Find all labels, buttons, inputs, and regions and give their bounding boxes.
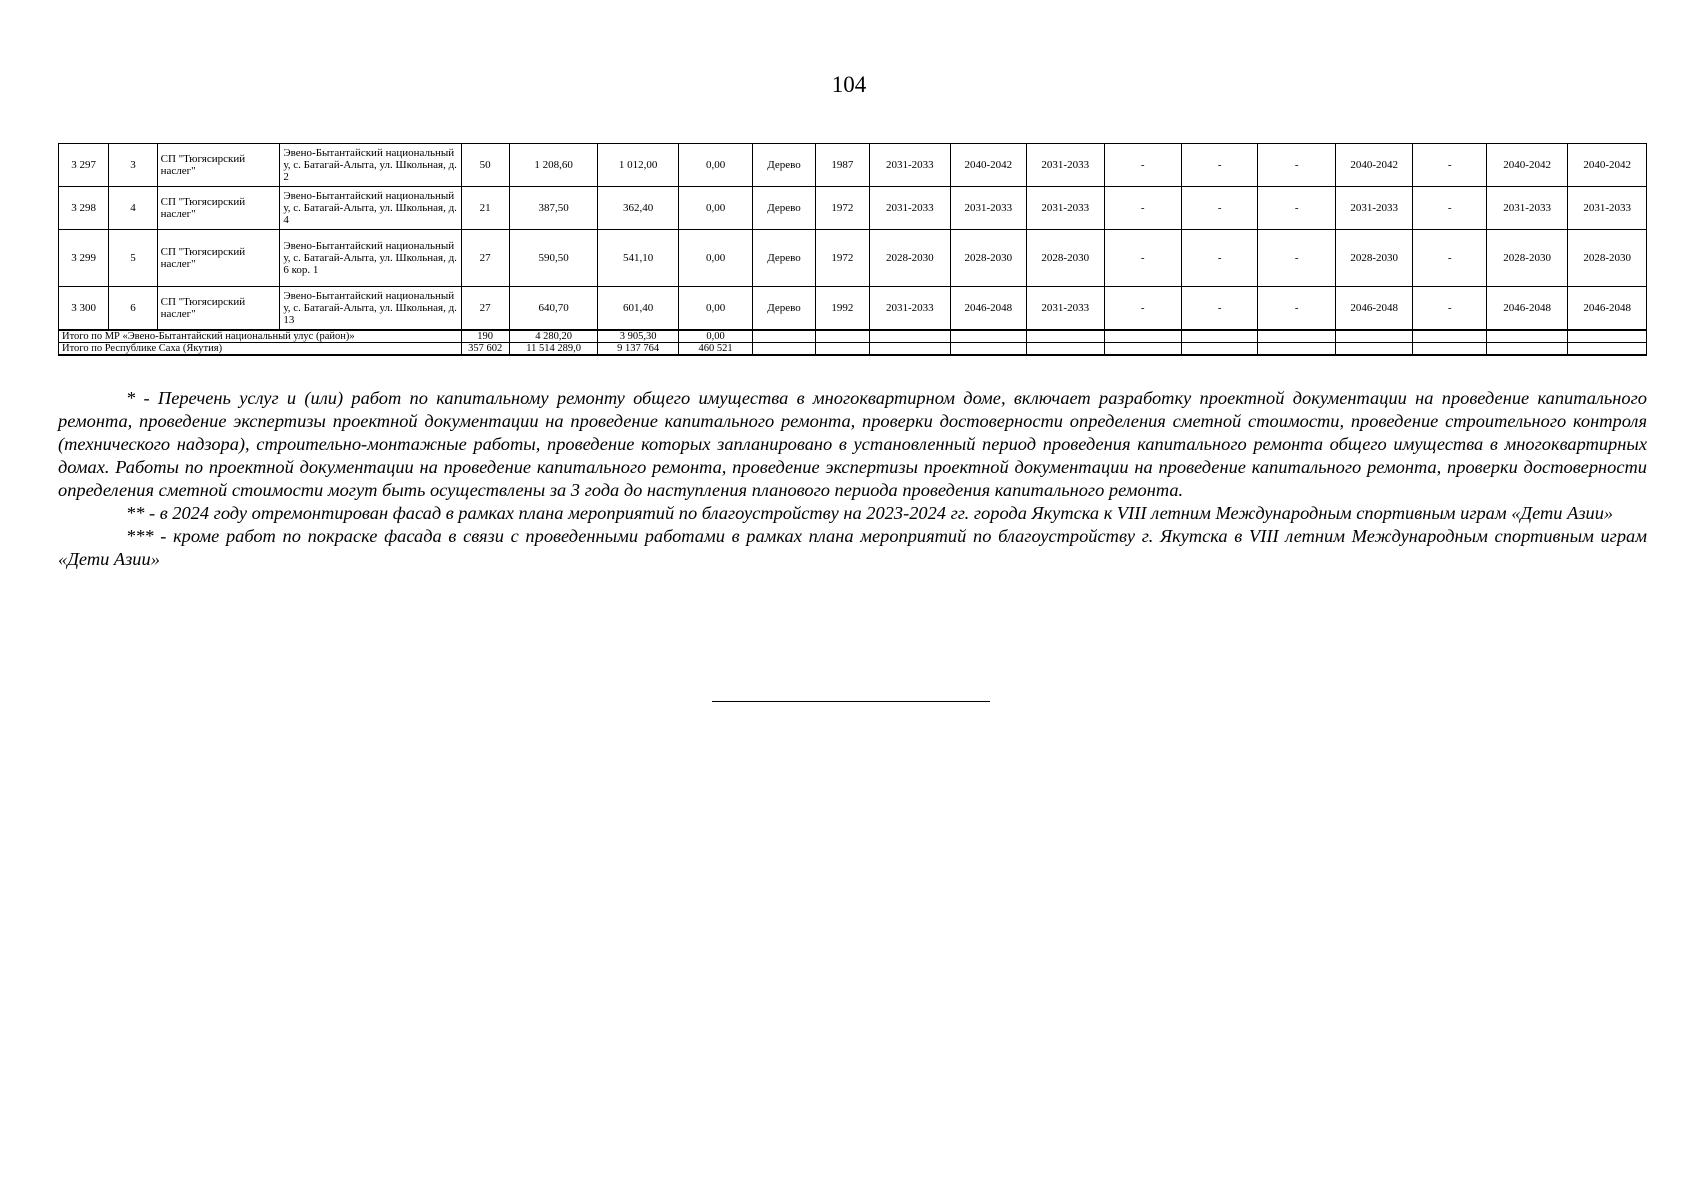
cell-area-living: 541,10 (598, 230, 679, 287)
cell-id: 3 297 (59, 144, 109, 187)
cell-p9: 2040-2042 (1486, 144, 1568, 187)
cell-p3: 2031-2033 (1027, 144, 1104, 187)
empty-cell (870, 343, 951, 356)
cell-material: Дерево (753, 287, 815, 331)
cell-id: 3 300 (59, 287, 109, 331)
cell-p5: - (1181, 230, 1257, 287)
cell-area-total: 1 208,60 (509, 144, 598, 187)
cell-p6: - (1258, 287, 1335, 331)
cell-p8: - (1413, 144, 1486, 187)
table-row (59, 187, 1647, 230)
cell-area-living: 1 012,00 (598, 144, 679, 187)
total-residents: 190 (461, 330, 509, 343)
empty-cell (1486, 343, 1568, 356)
total-area-other: 0,00 (678, 330, 752, 343)
page-number: 104 (831, 72, 867, 97)
cell-p3: 2031-2033 (1027, 187, 1104, 230)
table-body (59, 144, 1647, 356)
empty-cell (870, 330, 951, 343)
footnotes (58, 387, 1647, 571)
cell-p1: 2031-2033 (870, 187, 951, 230)
cell-p5: - (1181, 144, 1257, 187)
empty-cell (815, 343, 869, 356)
cell-area-other: 0,00 (678, 230, 752, 287)
empty-cell (1568, 330, 1647, 343)
registry-table-wrapper (58, 143, 1647, 356)
cell-p6: - (1258, 230, 1335, 287)
cell-p8: - (1413, 230, 1486, 287)
total-label: Итого по МР «Эвено-Бытантайский национальный улус (район)» (59, 330, 462, 343)
cell-p10: 2040-2042 (1568, 144, 1647, 187)
cell-p9: 2028-2030 (1486, 230, 1568, 287)
cell-residents: 50 (461, 144, 509, 187)
cell-p3: 2031-2033 (1027, 287, 1104, 331)
cell-area-total: 590,50 (509, 230, 598, 287)
cell-p10: 2031-2033 (1568, 187, 1647, 230)
total-row (59, 343, 1647, 356)
cell-p7: 2031-2033 (1335, 187, 1412, 230)
cell-p1: 2031-2033 (870, 144, 951, 187)
empty-cell (1413, 330, 1486, 343)
cell-p4: - (1104, 187, 1181, 230)
empty-cell (815, 330, 869, 343)
cell-p2: 2028-2030 (950, 230, 1026, 287)
empty-cell (1413, 343, 1486, 356)
cell-p2: 2046-2048 (950, 287, 1026, 331)
empty-cell (1258, 343, 1335, 356)
cell-area-living: 601,40 (598, 287, 679, 331)
cell-material: Дерево (753, 230, 815, 287)
cell-residents: 27 (461, 230, 509, 287)
cell-p8: - (1413, 287, 1486, 331)
cell-p9: 2046-2048 (1486, 287, 1568, 331)
cell-area-total: 640,70 (509, 287, 598, 331)
cell-material: Дерево (753, 187, 815, 230)
cell-area-other: 0,00 (678, 287, 752, 331)
cell-p3: 2028-2030 (1027, 230, 1104, 287)
footnote-1: * - Перечень услуг и (или) работ по капитальному ремонту общего имущества в многоквартирном доме, включает разработку проектной документации на проведение капитального ремонта, проведение экспертизы проектной документации на проведение капитального ремонта, проверки достоверности определения сметной стоимости, проведение строительного контроля (технического надзора), строительно-монтажные работы, проведение которых запланировано в установленный период проведения капитального ремонта общего имущества в многоквартирных домах. Работы по проектной документации на проведение капитального ремонта, проведение экспертизы проектной документации на проведение капитального ремонта, проверки достоверности определения сметной стоимости могут быть осуществлены за 3 года до наступления планового периода проведения капитального ремонта. (58, 388, 1647, 500)
cell-settlement: СП "Тюгясирский наслег" (157, 287, 280, 331)
cell-p7: 2040-2042 (1335, 144, 1412, 187)
cell-id: 3 299 (59, 230, 109, 287)
cell-settlement: СП "Тюгясирский наслег" (157, 230, 280, 287)
cell-num: 3 (109, 144, 157, 187)
footnote-2: ** - в 2024 году отремонтирован фасад в рамках плана мероприятий по благоустройству на 2023-2024 гг. города Якутска к VIII летним Международным спортивным играм «Дети Азии» (126, 503, 1614, 523)
cell-year: 1992 (815, 287, 869, 331)
cell-id: 3 298 (59, 187, 109, 230)
cell-p7: 2046-2048 (1335, 287, 1412, 331)
cell-p1: 2031-2033 (870, 287, 951, 331)
empty-cell (950, 330, 1026, 343)
empty-cell (1104, 330, 1181, 343)
cell-address: Эвено-Бытантайский национальный у, с. Батагай-Алыта, ул. Школьная, д. 13 (280, 287, 461, 331)
total-residents: 357 602 (461, 343, 509, 356)
cell-num: 5 (109, 230, 157, 287)
cell-year: 1987 (815, 144, 869, 187)
cell-address: Эвено-Бытантайский национальный у, с. Батагай-Алыта, ул. Школьная, д. 6 кор. 1 (280, 230, 461, 287)
empty-cell (1181, 330, 1257, 343)
table-row (59, 230, 1647, 287)
total-area-living: 3 905,30 (598, 330, 679, 343)
total-area-living: 9 137 764 (598, 343, 679, 356)
total-area-total: 11 514 289,0 (509, 343, 598, 356)
cell-num: 6 (109, 287, 157, 331)
cell-p10: 2046-2048 (1568, 287, 1647, 331)
empty-cell (753, 343, 815, 356)
cell-p5: - (1181, 187, 1257, 230)
total-row (59, 330, 1647, 343)
separator-line (712, 701, 990, 702)
total-area-total: 4 280,20 (509, 330, 598, 343)
empty-cell (1335, 330, 1412, 343)
empty-cell (950, 343, 1026, 356)
cell-p1: 2028-2030 (870, 230, 951, 287)
cell-p4: - (1104, 230, 1181, 287)
cell-p6: - (1258, 187, 1335, 230)
cell-residents: 27 (461, 287, 509, 331)
cell-address: Эвено-Бытантайский национальный у, с. Батагай-Алыта, ул. Школьная, д. 4 (280, 187, 461, 230)
empty-cell (1568, 343, 1647, 356)
registry-table (58, 143, 1647, 356)
cell-p4: - (1104, 287, 1181, 331)
cell-settlement: СП "Тюгясирский наслег" (157, 144, 280, 187)
empty-cell (1335, 343, 1412, 356)
cell-settlement: СП "Тюгясирский наслег" (157, 187, 280, 230)
cell-area-living: 362,40 (598, 187, 679, 230)
cell-p7: 2028-2030 (1335, 230, 1412, 287)
cell-residents: 21 (461, 187, 509, 230)
cell-area-other: 0,00 (678, 187, 752, 230)
cell-p2: 2031-2033 (950, 187, 1026, 230)
table-row (59, 144, 1647, 187)
cell-p4: - (1104, 144, 1181, 187)
empty-cell (1104, 343, 1181, 356)
empty-cell (753, 330, 815, 343)
cell-year: 1972 (815, 187, 869, 230)
cell-p2: 2040-2042 (950, 144, 1026, 187)
cell-area-total: 387,50 (509, 187, 598, 230)
empty-cell (1486, 330, 1568, 343)
cell-p8: - (1413, 187, 1486, 230)
cell-year: 1972 (815, 230, 869, 287)
empty-cell (1027, 343, 1104, 356)
total-label: Итого по Республике Саха (Якутия) (59, 343, 462, 356)
cell-num: 4 (109, 187, 157, 230)
empty-cell (1027, 330, 1104, 343)
empty-cell (1258, 330, 1335, 343)
cell-p9: 2031-2033 (1486, 187, 1568, 230)
cell-address: Эвено-Бытантайский национальный у, с. Батагай-Алыта, ул. Школьная, д. 2 (280, 144, 461, 187)
cell-area-other: 0,00 (678, 144, 752, 187)
cell-p6: - (1258, 144, 1335, 187)
empty-cell (1181, 343, 1257, 356)
cell-p5: - (1181, 287, 1257, 331)
cell-material: Дерево (753, 144, 815, 187)
cell-p10: 2028-2030 (1568, 230, 1647, 287)
table-row (59, 287, 1647, 331)
footnote-3: *** - кроме работ по покраске фасада в связи с проведенными работами в рамках плана мероприятий по благоустройству г. Якутска в VIII летним Международным спортивным играм «Дети Азии» (58, 526, 1647, 569)
total-area-other: 460 521 (678, 343, 752, 356)
